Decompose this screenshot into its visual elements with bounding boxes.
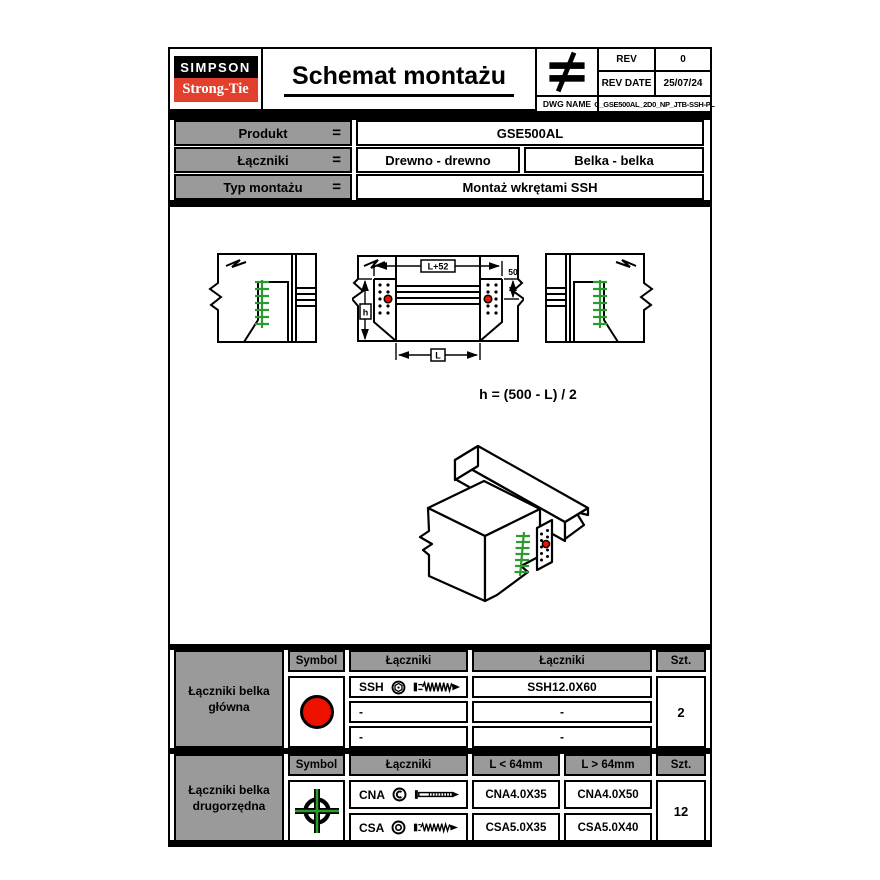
csa-screw-icon — [413, 821, 459, 834]
break-symbol — [226, 260, 246, 267]
column-header-laczniki: Łączniki — [472, 650, 652, 672]
break-symbol — [616, 260, 636, 267]
fastener-spec-cell — [349, 780, 468, 809]
dwg-name-value-cell: C_GSE500AL_2D0_NP_JTB-SSH-PL — [597, 95, 712, 113]
rev-value-cell: 0 — [654, 47, 712, 72]
fastener-name-cell: - — [472, 726, 652, 748]
column-header-symbol: Symbol — [288, 754, 345, 776]
ssh-head-icon — [391, 680, 406, 695]
typ-montazu-value-cell: Montaż wkrętami SSH — [356, 174, 704, 200]
projection-symbol-cell — [535, 47, 599, 97]
main-fasteners-group-label: Łączniki belka główna — [174, 650, 284, 748]
equals-sign: = — [332, 178, 341, 196]
title-cell — [261, 47, 537, 111]
column-header-l-short: L < 64mm — [472, 754, 560, 776]
laczniki-value1-cell: Drewno - drewno — [356, 147, 520, 173]
fastener-spec-cell: - — [349, 701, 468, 723]
column-header-symbol: Symbol — [288, 650, 345, 672]
fastener-short-cell: CSA5.0X35 — [472, 813, 560, 842]
produkt-label-cell — [174, 120, 352, 146]
fastener-spec-cell — [349, 813, 468, 842]
laczniki-label-cell — [174, 147, 352, 173]
secondary-symbol-cell — [288, 780, 345, 842]
fastener-name-cell: SSH12.0X60 — [472, 676, 652, 698]
column-header-laczniki: Łączniki — [349, 650, 468, 672]
produkt-value-cell: GSE500AL — [356, 120, 704, 146]
height-formula: h = (500 - L) / 2 — [479, 386, 577, 402]
fastener-code: CSA — [359, 820, 385, 835]
ssh-screw-icon — [413, 680, 461, 694]
crosshair-symbol — [294, 788, 340, 834]
rev-label-cell: REV — [597, 47, 656, 72]
bottom-bar — [168, 840, 712, 847]
fastener-spec-cell — [349, 676, 468, 698]
csa-head-icon — [391, 820, 406, 835]
fastener-code: SSH — [359, 680, 384, 694]
not-equal-icon — [542, 50, 592, 94]
logo-simpson-text: SIMPSON — [174, 56, 258, 78]
break-symbol — [364, 260, 385, 268]
fastener-spec-cell: - — [349, 726, 468, 748]
main-qty-cell: 2 — [656, 676, 706, 748]
secondary-qty-cell: 12 — [656, 780, 706, 842]
dim-label-bottom: L — [435, 350, 441, 361]
page-title: Schemat montażu — [284, 62, 514, 97]
fastener-short-cell: CNA4.0X35 — [472, 780, 560, 809]
laczniki-label: Łączniki — [237, 152, 289, 168]
dim-label-h: h — [362, 307, 369, 318]
equals-sign: = — [332, 151, 341, 169]
dwg-name-label-cell: DWG NAME — [535, 95, 599, 113]
main-symbol-cell — [288, 676, 345, 748]
logo-strongtie-text: Strong-Tie — [174, 78, 258, 102]
column-header-l-long: L > 64mm — [564, 754, 652, 776]
logo-cell — [168, 47, 263, 111]
secondary-fasteners-group-label: Łączniki belka drugorzędna — [174, 754, 284, 842]
ssh-position-dot — [384, 295, 392, 303]
isometric-assembly-drawing — [398, 436, 623, 636]
column-header-laczniki: Łączniki — [349, 754, 468, 776]
equals-sign: = — [332, 124, 341, 142]
cna-nail-icon — [414, 788, 460, 801]
dim-label-50: 50 — [508, 267, 518, 277]
simpson-strongtie-logo — [174, 56, 258, 102]
red-circle-symbol — [300, 695, 334, 729]
cna-head-icon — [392, 787, 407, 802]
ssh-position-dot — [484, 295, 492, 303]
rev-date-value-cell: 25/07/24 — [654, 70, 712, 97]
column-header-szt: Szt. — [656, 650, 706, 672]
divider-bar — [168, 111, 712, 120]
fastener-name-cell: - — [472, 701, 652, 723]
column-header-szt: Szt. — [656, 754, 706, 776]
right-beam-view-drawing — [534, 252, 654, 344]
fastener-code: CNA — [359, 787, 385, 802]
ssh-position-dot — [542, 540, 549, 547]
rev-date-label-cell: REV DATE — [597, 70, 656, 97]
dim-label-top: L+52 — [427, 261, 449, 272]
laczniki-value2-cell: Belka - belka — [524, 147, 704, 173]
typ-montazu-label: Typ montażu — [223, 179, 303, 195]
divider-bar — [168, 200, 712, 207]
fastener-long-cell: CNA4.0X50 — [564, 780, 652, 809]
left-beam-view-drawing — [208, 252, 328, 344]
center-dimension-view-drawing — [352, 244, 524, 368]
typ-montazu-label-cell — [174, 174, 352, 200]
fastener-long-cell: CSA5.0X40 — [564, 813, 652, 842]
produkt-label: Produkt — [238, 125, 288, 141]
